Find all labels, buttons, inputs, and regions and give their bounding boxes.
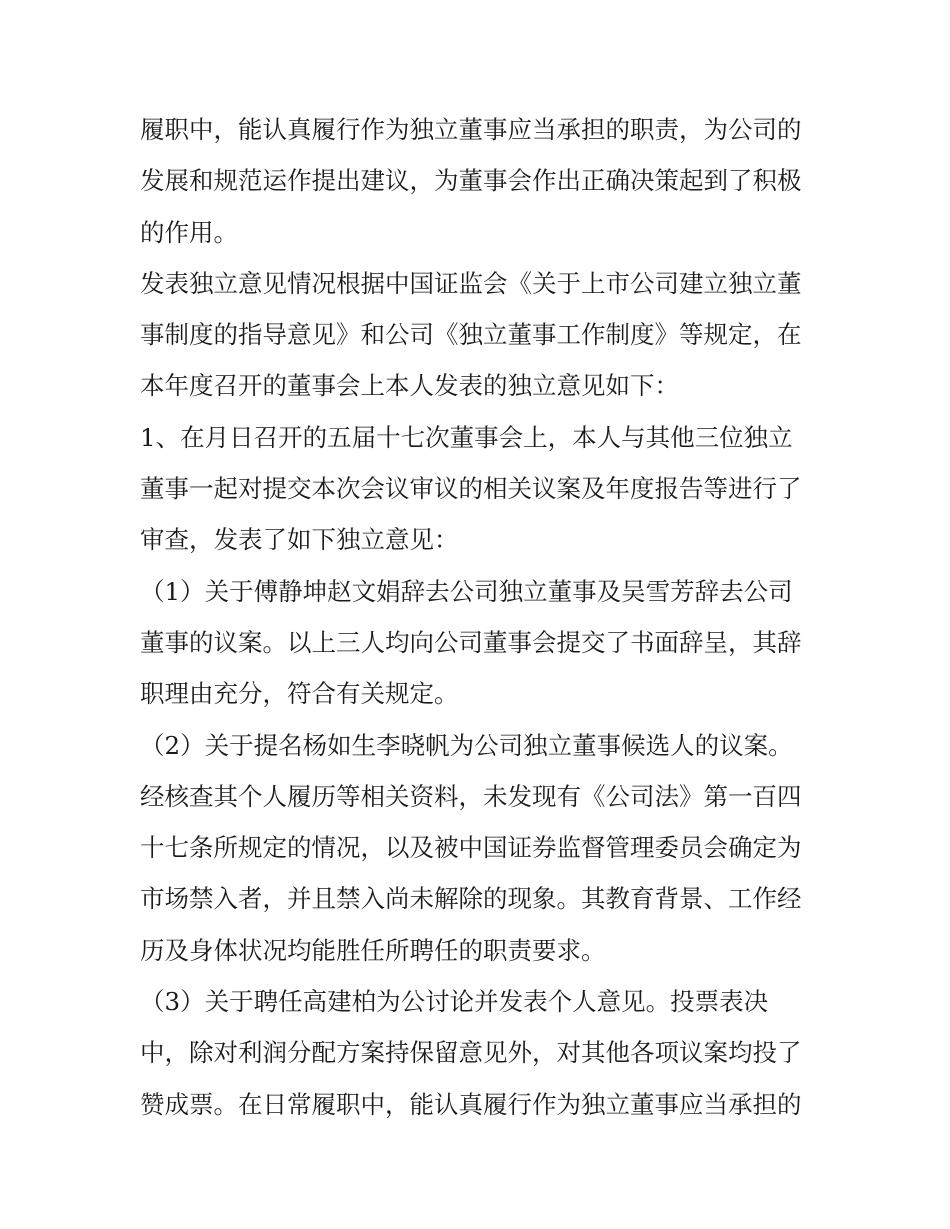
body-text [140, 104, 830, 1130]
text-line: 职理由充分，符合有关规定。 [140, 679, 459, 709]
text-line: 本年度召开的董事会上本人发表的独立意见如下： [140, 371, 679, 401]
text-line: 历及身体状况均能胜任所聘任的职责要求。 [140, 935, 606, 965]
text-line: 赞成票。在日常履职中，能认真履行作为独立董事应当承担的 [140, 1089, 802, 1119]
text-line: 董事一起对提交本次会议审议的相关议案及年度报告等进行了 [140, 474, 802, 504]
text-line: 履职中，能认真履行作为独立董事应当承担的职责，为公司的 [140, 115, 802, 144]
text-line: 经核查其个人履历等相关资料，未发现有《公司法》第一百四 [140, 781, 802, 811]
text-line: （2）关于提名杨如生李晓帆为公司独立董事候选人的议案。 [140, 730, 793, 760]
text-line: 市场禁入者，并且禁入尚未解除的现象。其教育背景、工作经 [140, 884, 802, 914]
text-line: 中，除对利润分配方案持保留意见外，对其他各项议案均投了 [140, 1038, 802, 1068]
text-line: 的作用。 [140, 217, 238, 247]
text-line: 事制度的指导意见》和公司《独立董事工作制度》等规定，在 [140, 320, 802, 350]
text-line: 审查，发表了如下独立意见： [140, 525, 459, 555]
text-line: 1、在月日召开的五届十七次董事会上，本人与其他三位独立 [140, 422, 793, 452]
text-line: 十七条所规定的情况，以及被中国证券监督管理委员会确定为 [140, 833, 802, 863]
text-line: 董事的议案。以上三人均向公司董事会提交了书面辞呈，其辞 [140, 627, 802, 657]
text-line: （1）关于傅静坤赵文娟辞去公司独立董事及吴雪芳辞去公司 [140, 576, 793, 606]
text-line: 发表独立意见情况根据中国证监会《关于上市公司建立独立董 [140, 268, 802, 298]
text-line: 发展和规范运作提出建议，为董事会作出正确决策起到了积极 [140, 166, 802, 196]
text-line: （3）关于聘任高建柏为公讨论并发表个人意见。投票表决 [140, 987, 769, 1017]
